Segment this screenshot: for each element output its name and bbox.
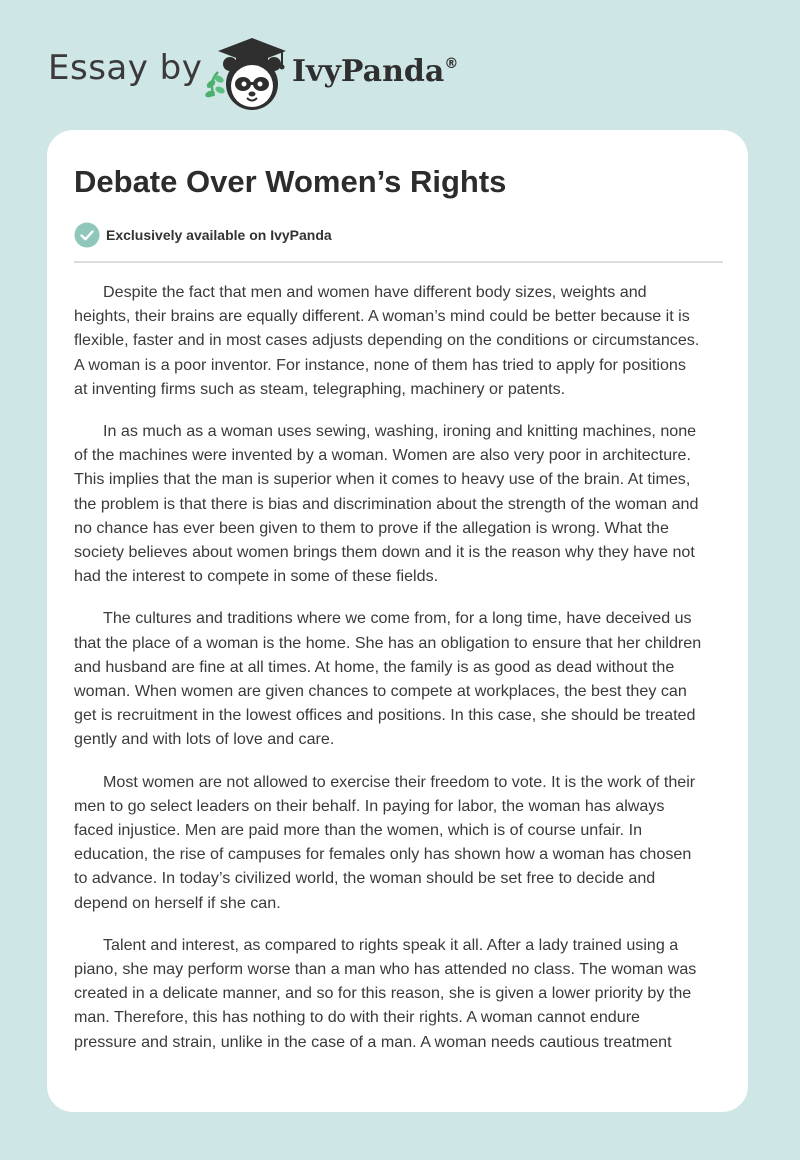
essay-by-label: Essay by	[48, 48, 203, 88]
paragraph-line: and husband are fine at all times. At home, the family is as good as dead without the	[74, 657, 675, 676]
check-circle-icon	[74, 222, 100, 248]
divider	[74, 261, 723, 263]
panda-graduate-logo-icon[interactable]	[200, 34, 290, 114]
paragraph	[74, 770, 726, 915]
paragraph-line: A woman is a poor inventor. For instance, none of them has tried to apply for positions	[74, 355, 686, 374]
paragraph-line: get is recruitment in the lowest offices and positions. In this case, she should be treated	[74, 706, 696, 725]
paragraph-line: In as much as a woman uses sewing, washing, ironing and knitting machines, none	[103, 422, 697, 441]
paragraph	[74, 419, 726, 588]
exclusive-badge	[74, 222, 332, 248]
paragraph-line: education, the rise of campuses for females only has shown how a woman has chosen	[74, 845, 692, 864]
paragraph-line: Despite the fact that men and women have different body sizes, weights and	[103, 283, 647, 301]
essay-body	[74, 280, 726, 1072]
paragraph-line: pressure and strain, unlike in the case of a man. A woman needs cautious treatment	[74, 1032, 672, 1051]
paragraph-line: society believes about women brings them down and it is the reason why they have not	[74, 543, 695, 562]
exclusive-badge-label: Exclusively available on IvyPanda	[106, 227, 332, 243]
paragraph-line: faced injustice. Men are paid more than the women, which is of course unfair. In	[74, 821, 643, 840]
paragraph-line: men to go select leaders on their behalf. In paying for labor, the woman has always	[74, 796, 665, 815]
paragraph-line: gently and with lots of love and care.	[74, 730, 335, 749]
paragraph-line: man. Therefore, this has nothing to do with their rights. A woman cannot endure	[74, 1008, 640, 1027]
paragraph-line: The cultures and traditions where we come from, for a long time, have deceived us	[103, 609, 692, 628]
paragraph-line: heights, their brains are equally different. A woman’s mind could be better because it is	[74, 307, 690, 326]
brand-text: IvyPanda	[292, 54, 445, 89]
paragraph-line: piano, she may perform worse than a man who has attended no class. The woman was	[74, 960, 697, 979]
paragraph-line: to advance. In today’s civilized world, the woman should be set free to decide and	[74, 869, 656, 888]
site-header	[0, 0, 800, 130]
paragraph-line: flexible, faster and in most cases adjusts depending on the conditions or circumstances.	[74, 331, 700, 350]
brand-name[interactable]	[292, 54, 458, 89]
paragraph-line: that the place of a woman is the home. She has an obligation to ensure that her children	[74, 633, 702, 652]
page-title: Debate Over Women’s Rights	[74, 164, 507, 199]
paragraph-line: at inventing firms such as steam, telegraphing, machinery or patents.	[74, 379, 566, 398]
paragraph-line: Most women are not allowed to exercise their freedom to vote. It is the work of their	[103, 772, 696, 791]
paragraph-line: depend on herself if she can.	[74, 893, 281, 912]
paragraph	[74, 280, 726, 401]
essay-card	[47, 130, 748, 1112]
paragraph-line: This implies that the man is superior when it comes to heavy use of the brain. At times,	[74, 470, 691, 489]
paragraph-line: woman. When women are given chances to compete at workplaces, the best they can	[74, 682, 687, 701]
paragraph-line: created in a delicate manner, and so for this reason, she is given a lower priority by the	[74, 984, 692, 1003]
registered-mark: ®	[444, 56, 459, 72]
paragraph-line: Talent and interest, as compared to rights speak it all. After a lady trained using a	[103, 935, 679, 954]
paragraph-line: had the interest to compete in some of these fields.	[74, 567, 439, 586]
paragraph	[74, 606, 726, 751]
paragraph-line: of the machines were invented by a woman. Women are also very poor in architecture.	[74, 446, 691, 465]
paragraph	[74, 933, 726, 1054]
paragraph-line: the problem is that there is bias and discrimination about the strength of the woman and	[74, 494, 699, 513]
paragraph-line: no chance has ever been given to them to prove if the allegation is wrong. What the	[74, 518, 669, 537]
